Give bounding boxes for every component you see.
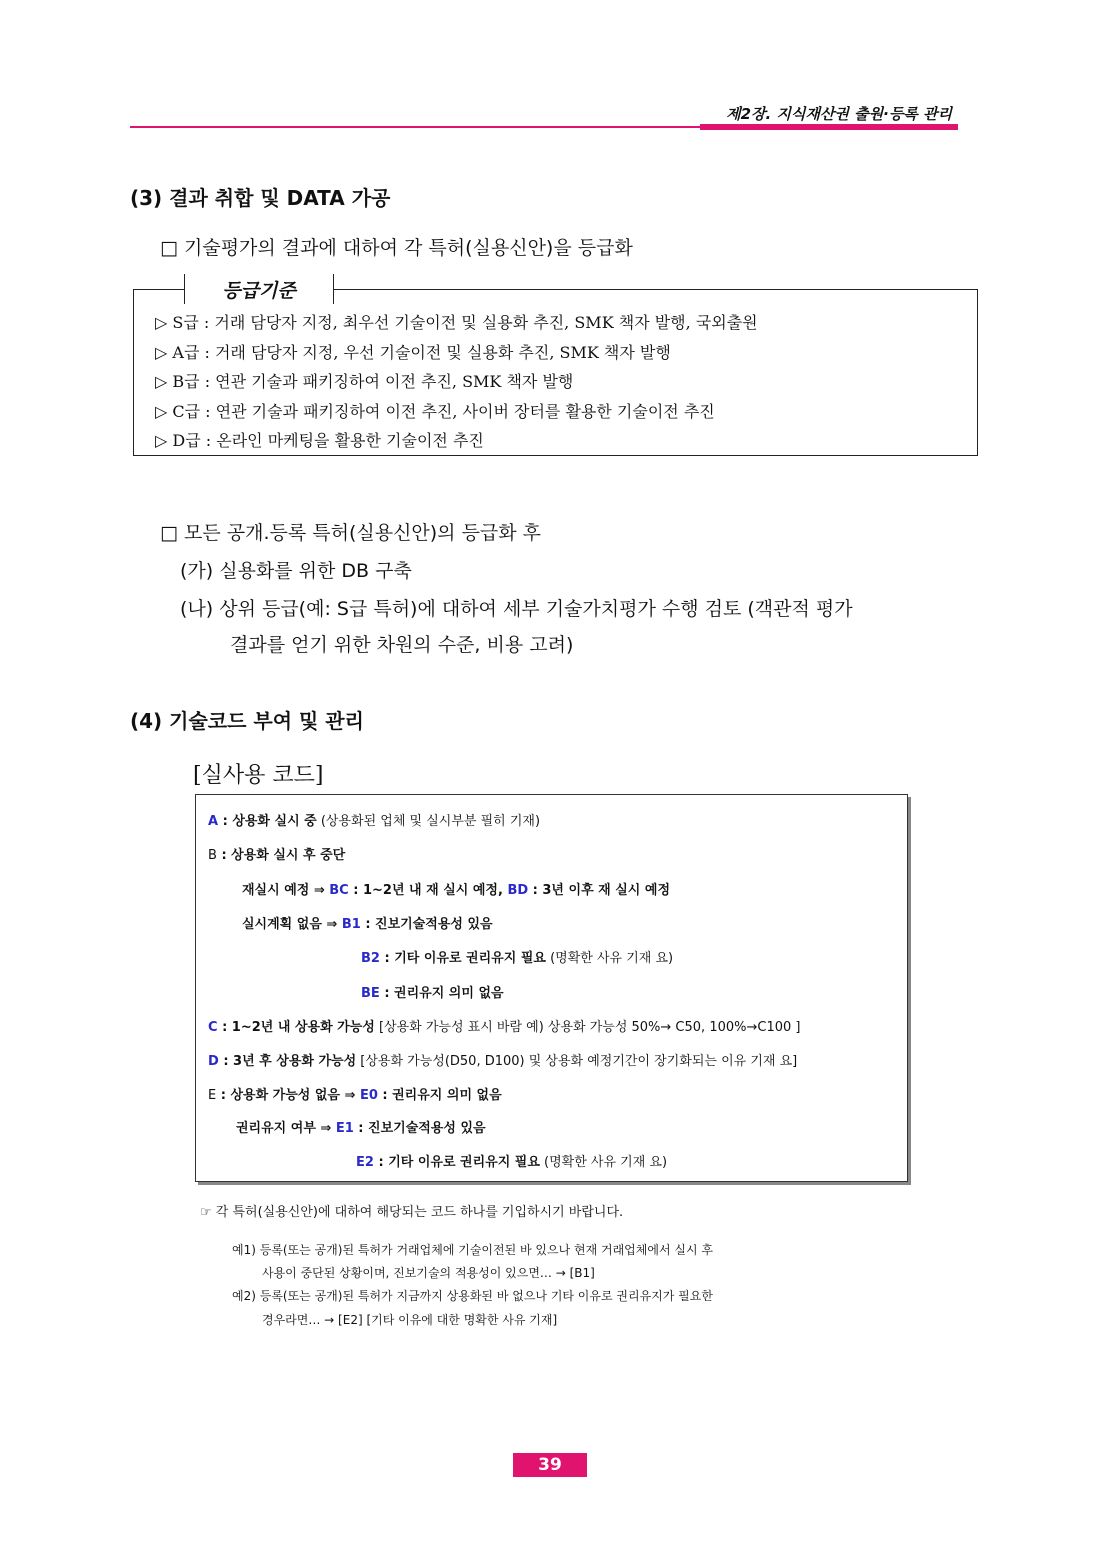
code-e1: E1 <box>335 1121 354 1136</box>
sub-item-a: (가) 실용화를 위한 DB 구축 <box>180 560 412 582</box>
code-definition-box <box>195 794 908 1182</box>
code-e-label: : 상용화 가능성 없음 ⇒ <box>216 1088 360 1103</box>
header-accent-bar <box>700 124 958 130</box>
sub-item-b: (나) 상위 등급(예: S급 특허)에 대하여 세부 기술가치평가 수행 검토 (객관적 평가 <box>180 598 853 620</box>
code-d: D <box>208 1054 219 1069</box>
code-c-note: [상용화 가능성 표시 바람 예) 상용화 가능성 50%→ C50, 100%→C100 ] <box>374 1020 801 1035</box>
code-be-row <box>361 982 504 1001</box>
grade-criteria-label-tab <box>184 274 334 304</box>
code-b1-row <box>242 913 493 932</box>
code-be-label: : 권리유지 의미 없음 <box>379 986 504 1001</box>
code-a-row <box>208 810 540 829</box>
grade-b: ▷ B급 : 연관 기술과 패키징하여 이전 추진, SMK 책자 발행 <box>155 372 574 391</box>
grade-s: ▷ S급 : 거래 담당자 지정, 최우선 기술이전 및 실용화 추진, SMK 책자 발행, 국외출원 <box>155 313 758 332</box>
code-b2-label: : 기타 이유로 권리유지 필요 <box>379 951 546 966</box>
page-number: 39 <box>513 1453 587 1477</box>
code-d-label: : 3년 후 상용화 가능성 <box>218 1054 357 1069</box>
grade-d: ▷ D급 : 온라인 마케팅을 활용한 기술이전 추진 <box>155 431 484 450</box>
code-b2-note: (명확한 사유 기재 요) <box>545 951 674 966</box>
no-plan-prefix: 실시계획 없음 ⇒ <box>242 917 342 932</box>
post-grading-bullet: □ 모든 공개.등록 특허(실용신안)의 등급화 후 <box>160 522 542 544</box>
code-bd: BD <box>507 883 529 898</box>
code-bd-label: : 3년 이후 재 실시 예정 <box>528 883 671 898</box>
example-2: 예2) 등록(또는 공개)된 특허가 지금까지 상용화된 바 없으나 기타 이유로 권리유지가 필요한 <box>232 1289 713 1303</box>
grade-criteria-list <box>155 308 758 456</box>
code-bc-bd-row <box>242 879 670 898</box>
code-e1-label: : 진보기술적용성 있음 <box>353 1121 486 1136</box>
section-3-title: (3) 결과 취합 및 DATA 가공 <box>130 186 391 210</box>
code-e2-row <box>356 1151 667 1170</box>
grade-a: ▷ A급 : 거래 담당자 지정, 우선 기술이전 및 실용화 추진, SMK 책자 발행 <box>155 342 671 362</box>
code-bc-label: : 1~2년 내 재 실시 예정, <box>348 883 508 898</box>
code-b2-row <box>361 947 673 966</box>
code-a-note: (상용화된 업체 및 실시부분 필히 기재) <box>316 814 541 829</box>
code-c: C <box>208 1020 218 1035</box>
example-1-continued: 사용이 중단된 상황이며, 진보기술의 적용성이 있으면… → [B1] <box>262 1266 595 1280</box>
code-b2: B2 <box>361 951 380 966</box>
code-e1-row <box>236 1117 486 1136</box>
grading-bullet: □ 기술평가의 결과에 대하여 각 특허(실용신안)을 등급화 <box>160 237 633 259</box>
code-e: E <box>208 1088 217 1103</box>
code-c-label: : 1~2년 내 상용화 가능성 <box>217 1020 375 1035</box>
code-b1-label: : 진보기술적용성 있음 <box>360 917 493 932</box>
example-1: 예1) 등록(또는 공개)된 특허가 거래업체에 기술이전된 바 있으나 현재 거래업체에서 실시 후 <box>232 1243 713 1257</box>
code-b: B <box>208 848 217 863</box>
code-e2-note: (명확한 사유 기재 요) <box>539 1155 668 1170</box>
resume-planned-prefix: 재실시 예정 ⇒ <box>242 883 330 898</box>
code-d-note: [상용화 가능성(D50, D100) 및 상용화 예정기간이 장기화되는 이유 기재 요] <box>356 1054 798 1069</box>
section-4-title: (4) 기술코드 부여 및 관리 <box>130 709 364 733</box>
code-a: A <box>208 814 219 829</box>
code-d-row <box>208 1050 797 1069</box>
sub-item-b-continued: 결과를 얻기 위한 차원의 수준, 비용 고려) <box>230 634 574 656</box>
code-be: BE <box>361 986 380 1001</box>
chapter-header: 제2장. 지식재산권 출원·등록 관리 <box>726 105 952 123</box>
code-instruction-note: ☞ 각 특허(실용신안)에 대하여 해당되는 코드 하나를 기입하시기 바랍니다. <box>200 1205 624 1220</box>
code-b-label: : 상용화 실시 후 중단 <box>216 848 346 863</box>
code-e0: E0 <box>359 1088 378 1103</box>
code-a-label: : 상용화 실시 중 <box>218 814 317 829</box>
code-c-row <box>208 1016 800 1035</box>
code-e-row <box>208 1084 502 1103</box>
grade-criteria-label: 등급기준 <box>222 280 296 302</box>
code-b1: B1 <box>341 917 361 932</box>
code-e2-label: : 기타 이유로 권리유지 필요 <box>373 1155 540 1170</box>
code-e2: E2 <box>356 1155 374 1170</box>
example-2-continued: 경우라면… → [E2] [기타 이유에 대한 명확한 사유 기재] <box>262 1313 558 1327</box>
grade-c: ▷ C급 : 연관 기술과 패키징하여 이전 추진, 사이버 장터를 활용한 기술이전 추진 <box>155 401 715 421</box>
code-bc: BC <box>329 883 349 898</box>
right-retain-prefix: 권리유지 여부 ⇒ <box>236 1121 336 1136</box>
code-heading: [실사용 코드] <box>193 763 324 788</box>
code-e0-label: : 권리유지 의미 없음 <box>377 1088 502 1103</box>
code-b-row <box>208 844 345 863</box>
